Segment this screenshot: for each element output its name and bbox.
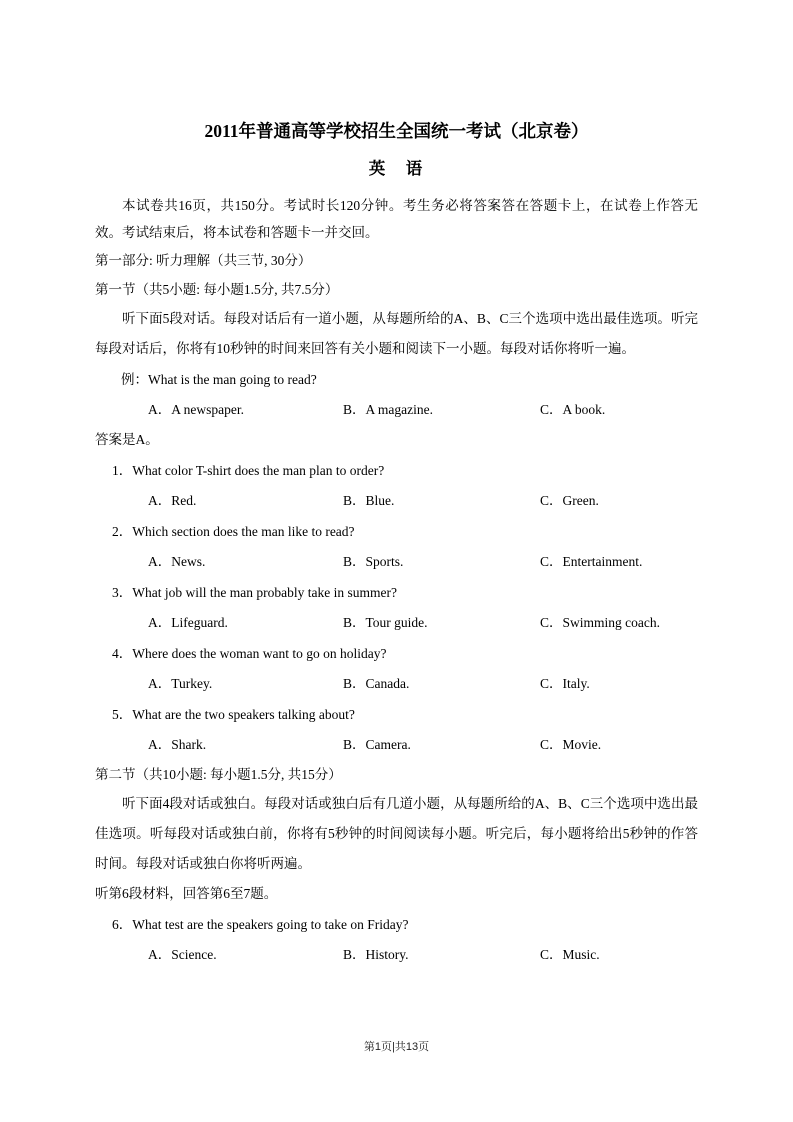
section1-heading: 第一节（共5小题: 每小题1.5分, 共7.5分） (95, 282, 339, 297)
part1-heading: 第一部分: 听力理解（共三节, 30分） (95, 253, 312, 268)
option-a: A．Shark. (148, 737, 207, 752)
question-2 (95, 517, 698, 577)
question-prompt: 1．What color T-shirt does the man plan to order? (112, 463, 385, 478)
option-b: B．Sports. (343, 554, 404, 569)
question-prompt: 3．What job will the man probably take in summer? (112, 585, 397, 600)
option-b: B．Tour guide. (343, 615, 428, 630)
section2-heading: 第二节（共10小题: 每小题1.5分, 共15分） (95, 767, 342, 782)
example-question (95, 365, 698, 425)
question-options (95, 547, 698, 577)
option-c: C．Entertainment. (540, 554, 643, 569)
page-footer: 第1页|共13页 (363, 1041, 430, 1053)
question-1 (95, 456, 698, 516)
option-c: C．Swimming coach. (540, 615, 660, 630)
option-b: B．Canada. (343, 676, 410, 691)
option-a: A．A newspaper. (148, 402, 244, 417)
example-options (95, 395, 698, 425)
question-options (95, 486, 698, 516)
subject-title: 英 语 (368, 159, 425, 178)
question-prompt: 4．Where does the woman want to go on holiday? (112, 646, 387, 661)
example-prompt: 例：What is the man going to read? (121, 372, 317, 387)
page-title: 2011年普通高等学校招生全国统一考试（北京卷） (204, 121, 589, 141)
option-b: B．Blue. (343, 493, 395, 508)
option-a: A．Science. (148, 947, 217, 962)
material-note: 听第6段材料，回答第6至7题。 (95, 886, 278, 901)
intro-paragraph: 本试卷共16页，共150分。考试时长120分钟。考生务必将答案答在答题卡上，在试卷上作答无效。考试结束后，将本试卷和答题卡一并交回。 (95, 198, 698, 240)
answer-note: 答案是A。 (95, 432, 159, 447)
question-prompt: 6．What test are the speakers going to take on Friday? (112, 917, 409, 932)
section2-instructions: 听下面4段对话或独白。每段对话或独白后有几道小题，从每题所给的A、B、C三个选项中选出最佳选项。听每段对话或独白前，你将有5秒钟的时间阅读每小题。听完后，每小题将给出5秒钟的作答时间。每段对话或独白你将听两遍。 (95, 796, 698, 871)
question-options (95, 669, 698, 699)
section1-instructions: 听下面5段对话。每段对话后有一道小题，从每题所给的A、B、C三个选项中选出最佳选项。听完每段对话后，你将有10秒钟的时间来回答有关小题和阅读下一小题。每段对话你将听一遍。 (95, 311, 698, 356)
question-4 (95, 639, 698, 699)
option-b: B．History. (343, 947, 409, 962)
option-b: B．Camera. (343, 737, 411, 752)
question-prompt: 2．Which section does the man like to read? (112, 524, 355, 539)
question-3 (95, 578, 698, 638)
option-a: A．Turkey. (148, 676, 213, 691)
option-a: A．Lifeguard. (148, 615, 228, 630)
question-5 (95, 700, 698, 760)
option-c: C．A book. (540, 402, 606, 417)
option-a: A．Red. (148, 493, 197, 508)
option-b: B．A magazine. (343, 402, 433, 417)
question-6 (95, 910, 698, 970)
question-options (95, 940, 698, 970)
option-c: C．Music. (540, 947, 600, 962)
question-prompt: 5．What are the two speakers talking about? (112, 707, 355, 722)
option-c: C．Movie. (540, 737, 602, 752)
question-options (95, 608, 698, 638)
option-c: C．Green. (540, 493, 599, 508)
question-options (95, 730, 698, 760)
option-a: A．News. (148, 554, 206, 569)
option-c: C．Italy. (540, 676, 590, 691)
